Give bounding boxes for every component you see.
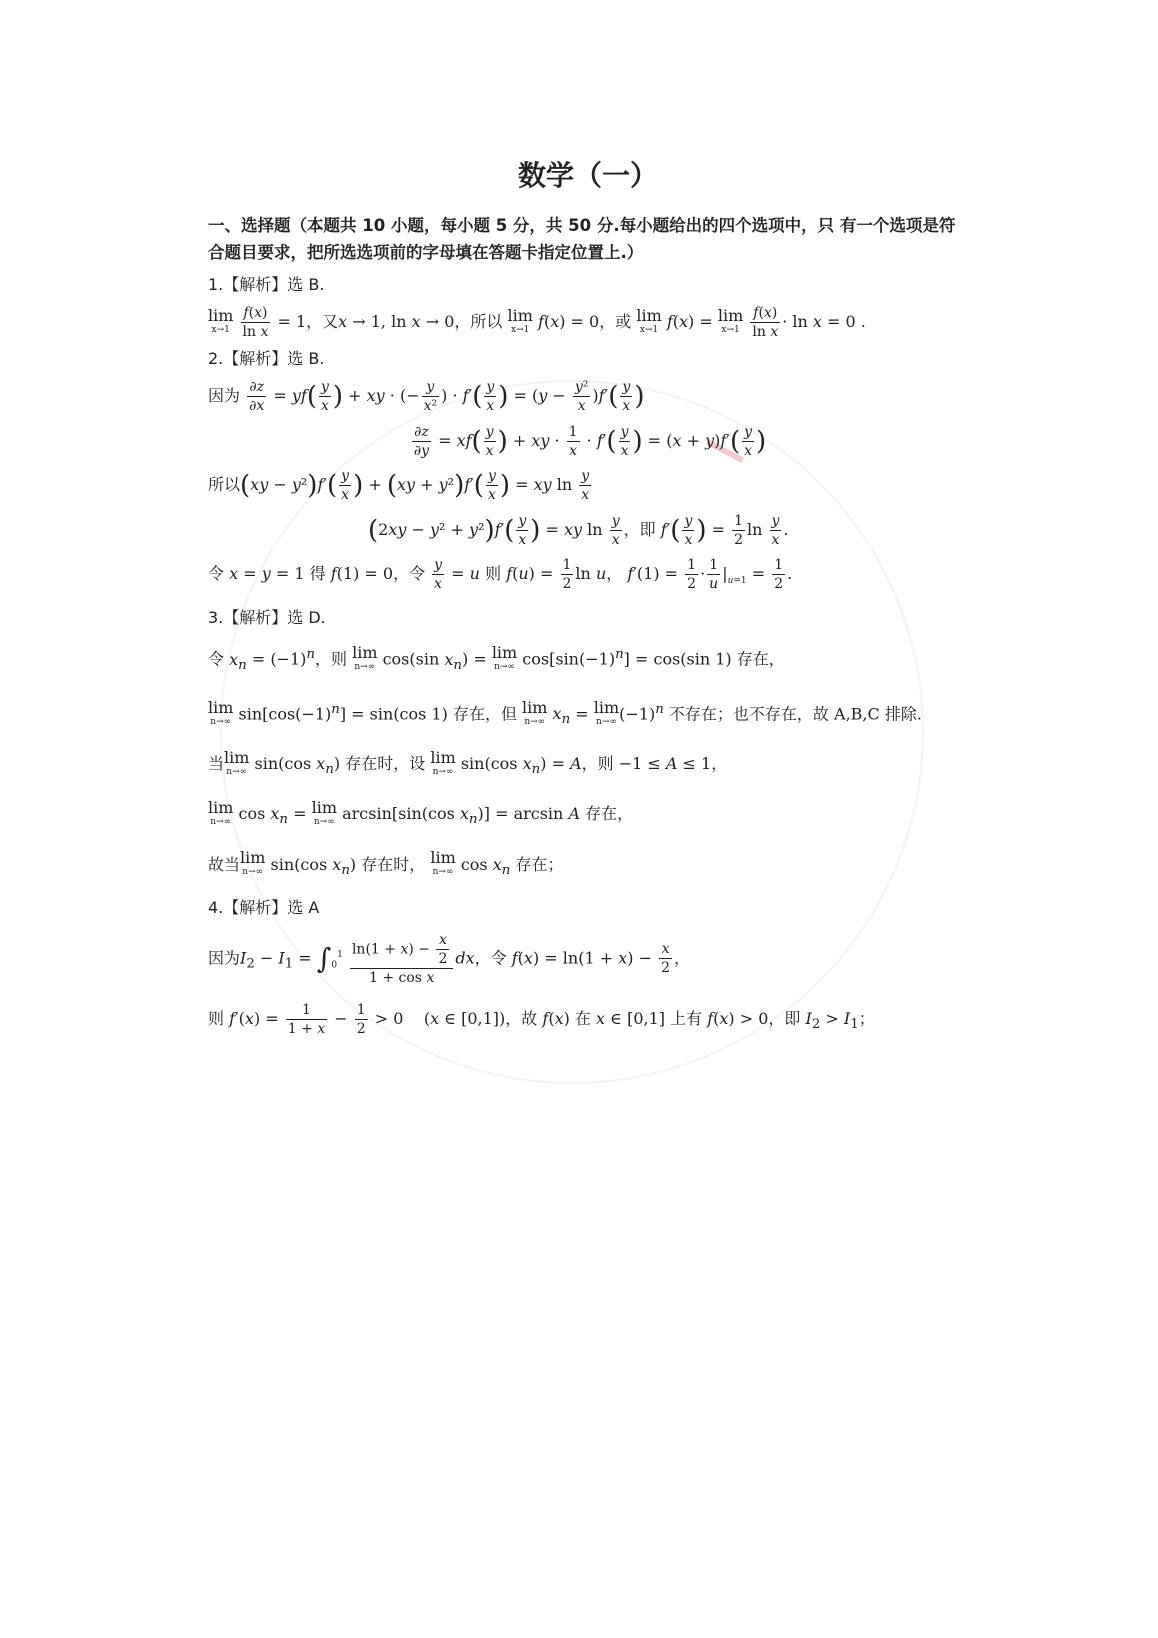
q2-partial-x: 因为 $\frac{\partial z}{\partial x}$ = yf( $\frac{y}{x}$ ) + xy · (− $\frac{y}{\text{x²}}$ ) · f′( $\frac{y}{x}$ ) = (y − $\frac{\text{y²}}{x}$ )f′( $\frac{y}{x}$ ) [208, 379, 645, 414]
q3-line-3: 当lim n→∞ sin(cos $x_n$) 存在时，设 lim n→∞ sin(cos $x_n) = A$，则 −1 ≤ A ≤ 1， [208, 747, 728, 778]
q2-head: 2.【解析】选 B. [208, 349, 325, 368]
q4-head: 4.【解析】选 A [208, 897, 320, 917]
q3-line-1: 令 $x_n = (-1)^n$，则 lim n→∞ cos(sin $x_n) = \lim$ n→∞ $\cos[\sin(-1)^n] = \cos(\sin$ 1) 存在， [208, 643, 785, 673]
q2-simplify: (2xy − y² + y²)f′( $\frac{y}{x}$ ) = xy ln $\frac{y}{x}$ ，即 f′( $\frac{y}{x}$ ) = $\frac{1}{2}$ ln $\frac{y}{x}$ . [368, 512, 789, 548]
q4-integral: 因为$I_2 - I_1 = \int_0^1$ ln(1 + x) − $\frac{x}{2}$ 1 + cos x dx，令 f(x) = ln(1 + x) − $\frac{x}{2}$ ， [208, 931, 690, 986]
q3-head: 3.【解析】选 D. [208, 608, 326, 628]
q3-line-4: lim n→∞ $\cos x_n = \lim$ n→∞ arcsin[sin(cos $x_n)] = \arcsin A$ 存在， [208, 797, 634, 828]
q4-derivative: 则 f′(x) = $\frac{1}{1 + x}$ − $\frac{1}{2}$ > 0 (x ∈ [0,1])，故 f(x) 在 x ∈ [0,1] 上有 f(x) > 0，即 $I_2 > I_1$； [208, 1002, 875, 1038]
document-page [208, 140, 968, 1049]
q2-sum: 所以(xy − y²)f′( $\frac{y}{x}$ ) + (xy + y²)f′( $\frac{y}{x}$ ) = xy ln $\frac{y}{x}$ [208, 468, 590, 503]
q2-conclusion: 令 x = y = 1 得 f(1) = 0，令 $\frac{y}{x}$ = u 则 f(u) = $\frac{1}{2}$ ln u， f′(1) = $\frac{1}{2}$ · $\frac{1}{u}$ $|_{u=1}$ = $\frac{1}{2}$ . [208, 557, 793, 592]
q3-line-5: 故当lim n→∞ sin(cos $x_n$) 存在时， lim n→∞ $\cos x_n$ 存在； [208, 848, 564, 878]
q2-partial-y: $\frac{\partial z}{\partial y}$ = xf( $\frac{y}{x}$ ) + xy · $\frac{1}{x}$ · f′( $\frac{y}{x}$ ) = (x + y)f′( $\frac{y}{x}$ ) [413, 423, 767, 459]
q1-head: 1.【解析】选 B. [208, 275, 325, 294]
q3-line-2: lim n→∞ $\sin[\cos(-1)^n] = \sin(\cos$ 1) 存在，但 lim n→∞ $x_n = \lim$ n→∞ $(-1)^n$ 不存在；也不存在，故 A,B,C 排除. [208, 697, 922, 728]
q1-formula: lim x→1 $\frac{f(x)}{\text{ln x}}$ = 1，又x → 1, ln x → 0，所以 lim x→1 f(x) = 0，或 lim x→1 f(x) = lim x→1 $\frac{f(x)}{\text{ln x}}$ · ln x = 0 . [208, 305, 866, 340]
page-title: 数学（一） [517, 159, 658, 192]
section-intro: 一、选择题（本题共 10 小题，每小题 5 分，共 50 分.每小题给出的四个选项中，只 有一个选项是符合题目要求，把所选选项前的字母填在答题卡指定位置上.） [208, 216, 956, 262]
